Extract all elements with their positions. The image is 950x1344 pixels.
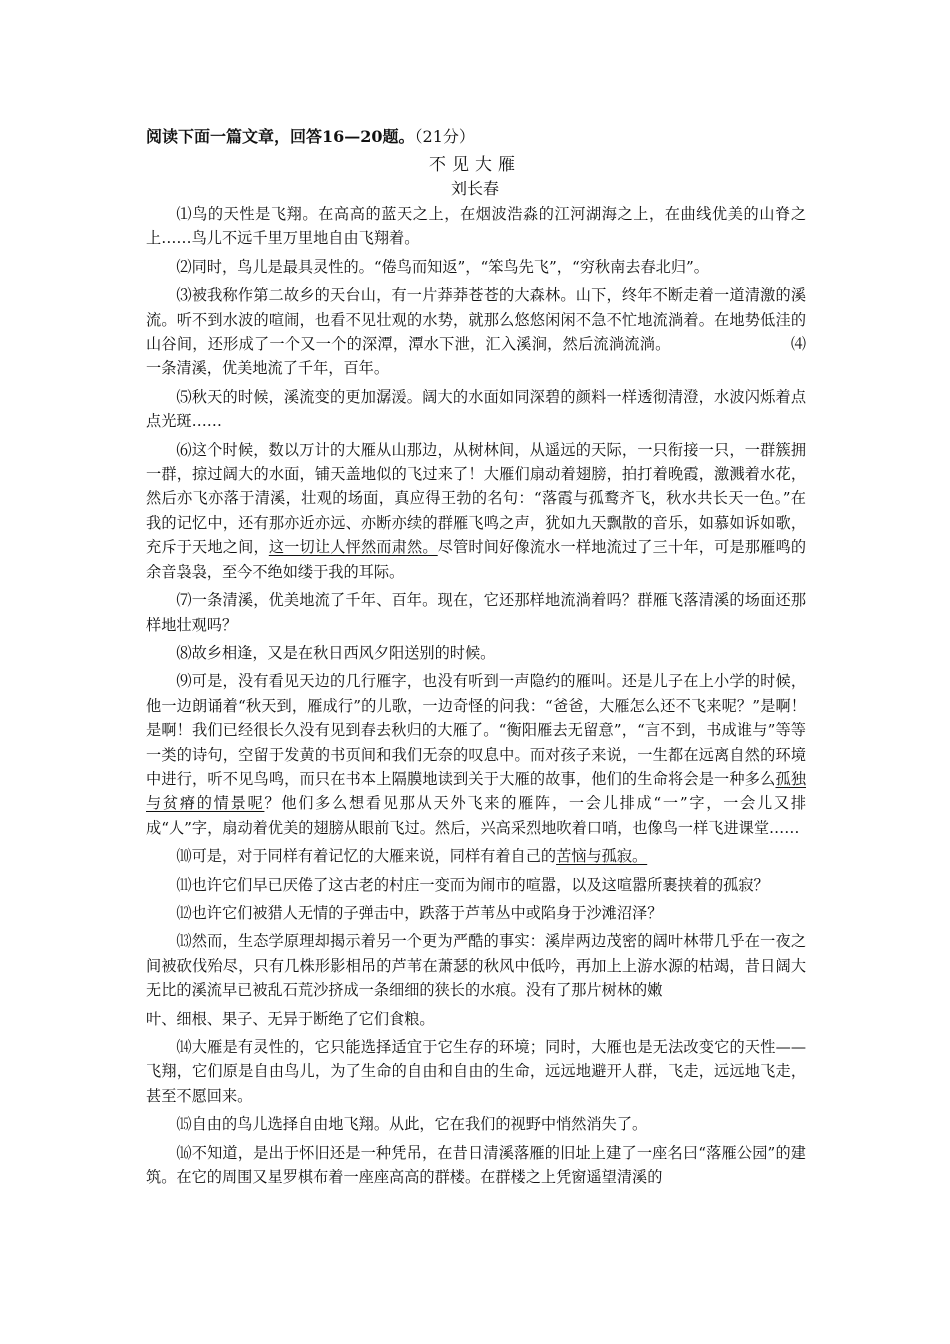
paragraph-7: ⑺一条清溪，优美地流了千年、百年。现在，它还那样地流淌着吗？群雁飞落清溪的场面还那样地壮观吗？ [146,591,806,634]
paragraph-3-text: ⑶被我称作第二故乡的天台山，有一片莽莽苍苍的大森林。山下，终年不断走着一道清激的溪流。听不到水波的喧闹，也看不见壮观的水势，就那么悠悠闲闲不急不忙地流淌着。在地势低洼的山谷间，还形成了一个又一个的深潭，潭水下泄，汇入溪涧，然后流淌流淌。 [146,286,806,354]
paragraph-9-text-b: ？他们多么想看见那从天外飞来的雁阵，一会儿排成“一”字，一会儿又排成“人”字，扇动着优美的翅膀从眼前飞过。然后，兴高采烈地吹着口哨，也像鸟一样飞进课堂…… [146,794,807,837]
paragraph-2: ⑵同时，鸟儿是最具灵性的。“倦鸟而知返”，“笨鸟先飞”，“穷秋南去春北归”。 [176,257,709,276]
paragraph-12: ⑿也许它们被猎人无情的子弹击中，跌落于芦苇丛中或陷身于沙滩沼泽？ [176,903,663,922]
article-title: 不见大雁 [429,155,521,175]
paragraph-16: ⒃不知道，是出于怀旧还是一种凭吊，在昔日清溪落雁的旧址上建了一座名曰“落雁公园”的建筑。在它的周围又星罗棋布着一座座高高的群楼。在群楼之上凭窗遥望清溪的 [146,1143,806,1187]
question-header [146,124,475,147]
paragraph-14: ⒁大雁是有灵性的，它只能选择适宜于它生存的环境；同时，大雁也是无法改变它的天性——飞翔，它们原是自由鸟儿，为了生命的自由和自由的生命，远远地避开人群，飞走，远远地飞走，甚至不愿回来。 [146,1038,806,1105]
paragraph-6-text-a: ⑹这个时候，数以万计的大雁从山那边，从树林间，从遥远的天际，一只衔接一只，一群簇拥一群，掠过阔大的水面，铺天盖地似的飞过来了！大雁们扇动着翅膀，拍打着晚霞，激溅着水花，然后亦飞亦落于清溪，壮观的场面，真应得王勃的名句：“落霞与孤鹜齐飞，秋水共长天一色。”在我的记忆中，还有那亦近亦远、亦断亦续的群雁飞鸣之声，犹如九天飘散的音乐，如慕如诉如歌，充斥于天地之间， [146,440,806,557]
paragraph-6 [146,438,806,584]
paragraph-13-continued: 叶、细根、果子、无异于断绝了它们食粮。 [146,1009,435,1028]
paragraph-9-text-a: ⑼可是，没有看见天边的几行雁字，也没有听到一声隐约的雁叫。还是儿子在上小学的时候，他一边朗诵着“秋天到，雁成行”的儿歌，一边奇怪的问我：“爸爸，大雁怎么还不飞来呢？”是啊！是啊！我们已经很长久没有见到春去秋归的大雁了。“衡阳雁去无留意”，“言不到，书成谁与”等等一类的诗句，空留于发黄的书页间和我们无奈的叹息中。而对孩子来说，一生都在远离自然的环境中进行，听不见鸟鸣，而只在书本上隔膜地读到关于大雁的故事，他们的生命将会是一种多么 [146,672,806,788]
paragraph-4-text: ⑷一条清溪，优美地流了千年，百年。 [146,335,807,378]
article-body [146,202,806,1193]
paragraph-1: ⑴鸟的天性是飞翔。在高高的蓝天之上，在烟波浩淼的江河湖海之上，在曲线优美的山脊之上……鸟儿不远千里万里地自由飞翔着。 [146,205,806,248]
paragraph-6-text-b: 尽管时间好像流水一样地流过了三十年，可是那雁鸣的余音袅袅，至今不绝如缕于我的耳际。 [146,538,807,581]
underlined-phrase-3: 苦恼与孤寂。 [556,847,648,866]
paragraph-11: ⑾也许它们早已厌倦了这古老的村庄一变而为闹市的喧嚣，以及这喧嚣所裹挟着的孤寂？ [176,875,769,894]
paragraph-9 [146,669,806,840]
question-score: （21分） [414,127,475,146]
article-author: 刘长春 [450,179,499,198]
paragraph-10 [146,844,806,868]
paragraph-10-text: ⑽可是，对于同样有着记忆的大雁来说，同样有着自己的 [176,847,557,866]
paragraph-15: ⒂自由的鸟儿选择自由地飞翔。从此，它在我们的视野中悄然消失了。 [176,1115,648,1134]
underlined-phrase-1: 这一切让人怦然而肃然。 [268,538,438,557]
underlined-phrase-2: 孤独与贫瘠的情景呢 [146,769,807,813]
question-instruction: 阅读下面一篇文章，回答16—20题。 [146,127,415,146]
paragraph-13: ⒀然而，生态学原理却揭示着另一个更为严酷的事实：溪岸两边茂密的阔叶林带几乎在一夜之间被砍伐殆尽，只有几株形影相吊的芦苇在萧瑟的秋风中低吟，再加上上游水源的枯竭，昔日阔大无比的溪流早已被乱石荒沙挤成一条细细的狭长的水痕。没有了那片树林的嫩 [146,932,806,1000]
paragraph-8: ⑻故乡相逢，又是在秋日西风夕阳送别的时候。 [176,643,496,662]
paragraph-5: ⑸秋天的时候，溪流变的更加潺湲。阔大的水面如同深碧的颜料一样透彻清澄，水波闪烁着点点光斑…… [146,387,806,431]
paragraph-3 [146,283,806,381]
